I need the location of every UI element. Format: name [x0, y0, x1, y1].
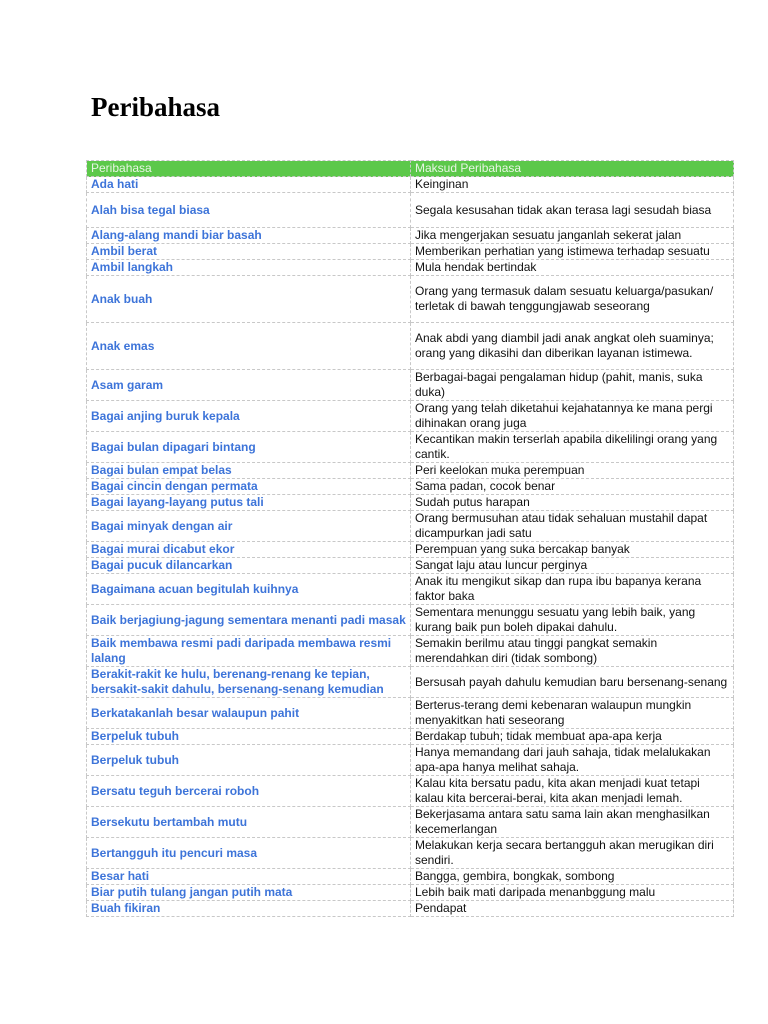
- table-row: [87, 869, 734, 885]
- meaning-cell: Orang yang termasuk dalam sesuatu keluarga/pasukan/ terletak di bawah tenggungjawab seseorang: [411, 276, 734, 323]
- table-row: [87, 807, 734, 838]
- table-row: [87, 177, 734, 193]
- table-row: [87, 495, 734, 511]
- meaning-cell: Lebih baik mati daripada menanbggung malu: [411, 885, 734, 901]
- meaning-cell: Hanya memandang dari jauh sahaja, tidak melalukakan apa-apa hanya melihat sahaja.: [411, 745, 734, 776]
- table-row: [87, 605, 734, 636]
- table-row: [87, 323, 734, 370]
- term-cell: Bagai pucuk dilancarkan: [87, 558, 411, 574]
- meaning-cell: Perempuan yang suka bercakap banyak: [411, 542, 734, 558]
- meaning-cell: Sudah putus harapan: [411, 495, 734, 511]
- term-cell: Bagai bulan empat belas: [87, 463, 411, 479]
- meaning-cell: Bangga, gembira, bongkak, sombong: [411, 869, 734, 885]
- term-cell: Bersatu teguh bercerai roboh: [87, 776, 411, 807]
- term-cell: Bagai anjing buruk kepala: [87, 401, 411, 432]
- table-row: [87, 542, 734, 558]
- meaning-cell: Orang bermusuhan atau tidak sehaluan mustahil dapat dicampurkan jadi satu: [411, 511, 734, 542]
- meaning-cell: Pendapat: [411, 901, 734, 917]
- term-cell: Besar hati: [87, 869, 411, 885]
- meaning-cell: Anak itu mengikut sikap dan rupa ibu bapanya kerana faktor baka: [411, 574, 734, 605]
- meaning-cell: Peri keelokan muka perempuan: [411, 463, 734, 479]
- meaning-cell: Keinginan: [411, 177, 734, 193]
- term-cell: Alah bisa tegal biasa: [87, 193, 411, 228]
- meaning-cell: Mula hendak bertindak: [411, 260, 734, 276]
- term-cell: Buah fikiran: [87, 901, 411, 917]
- term-cell: Bersekutu bertambah mutu: [87, 807, 411, 838]
- table-row: [87, 698, 734, 729]
- meaning-cell: Sangat laju atau luncur perginya: [411, 558, 734, 574]
- term-cell: Ambil berat: [87, 244, 411, 260]
- meaning-cell: Sama padan, cocok benar: [411, 479, 734, 495]
- meaning-cell: Melakukan kerja secara bertangguh akan merugikan diri sendiri.: [411, 838, 734, 869]
- meaning-cell: Berdakap tubuh; tidak membuat apa-apa kerja: [411, 729, 734, 745]
- table-row: [87, 729, 734, 745]
- table-row: [87, 511, 734, 542]
- header-maksud: Maksud Peribahasa: [411, 161, 734, 177]
- meaning-cell: Semakin berilmu atau tinggi pangkat semakin merendahkan diri (tidak sombong): [411, 636, 734, 667]
- term-cell: Berkatakanlah besar walaupun pahit: [87, 698, 411, 729]
- table-row: [87, 193, 734, 228]
- term-cell: Berakit-rakit ke hulu, berenang-renang ke tepian, bersakit-sakit dahulu, bersenang-senang kemudian: [87, 667, 411, 698]
- meaning-cell: Berterus-terang demi kebenaran walaupun mungkin menyakitkan hati seseorang: [411, 698, 734, 729]
- table-row: [87, 838, 734, 869]
- term-cell: Bagai cincin dengan permata: [87, 479, 411, 495]
- table-row: [87, 260, 734, 276]
- table-row: [87, 432, 734, 463]
- page-title: Peribahasa: [91, 92, 221, 122]
- term-cell: Bagai minyak dengan air: [87, 511, 411, 542]
- table-row: [87, 463, 734, 479]
- peribahasa-table: [86, 160, 734, 917]
- meaning-cell: Memberikan perhatian yang istimewa terhadap sesuatu: [411, 244, 734, 260]
- table-row: [87, 401, 734, 432]
- table-row: [87, 667, 734, 698]
- table-row: [87, 885, 734, 901]
- meaning-cell: Berbagai-bagai pengalaman hidup (pahit, manis, suka duka): [411, 370, 734, 401]
- meaning-cell: Jika mengerjakan sesuatu janganlah sekerat jalan: [411, 228, 734, 244]
- meaning-cell: Bersusah payah dahulu kemudian baru bersenang-senang: [411, 667, 734, 698]
- table-header-row: [87, 161, 734, 177]
- term-cell: Anak buah: [87, 276, 411, 323]
- term-cell: Berpeluk tubuh: [87, 729, 411, 745]
- term-cell: Ambil langkah: [87, 260, 411, 276]
- table-row: [87, 776, 734, 807]
- table-row: [87, 745, 734, 776]
- term-cell: Bagai layang-layang putus tali: [87, 495, 411, 511]
- table-row: [87, 574, 734, 605]
- term-cell: Bagaimana acuan begitulah kuihnya: [87, 574, 411, 605]
- term-cell: Bagai murai dicabut ekor: [87, 542, 411, 558]
- term-cell: Berpeluk tubuh: [87, 745, 411, 776]
- table-row: [87, 636, 734, 667]
- term-cell: Ada hati: [87, 177, 411, 193]
- term-cell: Bertangguh itu pencuri masa: [87, 838, 411, 869]
- meaning-cell: Bekerjasama antara satu sama lain akan menghasilkan kecemerlangan: [411, 807, 734, 838]
- table-row: [87, 276, 734, 323]
- table-row: [87, 244, 734, 260]
- table-row: [87, 370, 734, 401]
- term-cell: Asam garam: [87, 370, 411, 401]
- term-cell: Biar putih tulang jangan putih mata: [87, 885, 411, 901]
- meaning-cell: Anak abdi yang diambil jadi anak angkat oleh suaminya; orang yang dikasihi dan diberikan layanan istimewa.: [411, 323, 734, 370]
- table-row: [87, 228, 734, 244]
- meaning-cell: Kecantikan makin terserlah apabila dikelilingi orang yang cantik.: [411, 432, 734, 463]
- table-row: [87, 558, 734, 574]
- header-peribahasa: Peribahasa: [87, 161, 411, 177]
- meaning-cell: Sementara menunggu sesuatu yang lebih baik, yang kurang baik pun boleh dipakai dahulu.: [411, 605, 734, 636]
- term-cell: Baik membawa resmi padi daripada membawa resmi lalang: [87, 636, 411, 667]
- term-cell: Bagai bulan dipagari bintang: [87, 432, 411, 463]
- term-cell: Alang-alang mandi biar basah: [87, 228, 411, 244]
- term-cell: Anak emas: [87, 323, 411, 370]
- table-row: [87, 901, 734, 917]
- term-cell: Baik berjagiung-jagung sementara menanti padi masak: [87, 605, 411, 636]
- meaning-cell: Kalau kita bersatu padu, kita akan menjadi kuat tetapi kalau kita bercerai-berai, kita akan menjadi lemah.: [411, 776, 734, 807]
- table-row: [87, 479, 734, 495]
- meaning-cell: Segala kesusahan tidak akan terasa lagi sesudah biasa: [411, 193, 734, 228]
- meaning-cell: Orang yang telah diketahui kejahatannya ke mana pergi dihinakan orang juga: [411, 401, 734, 432]
